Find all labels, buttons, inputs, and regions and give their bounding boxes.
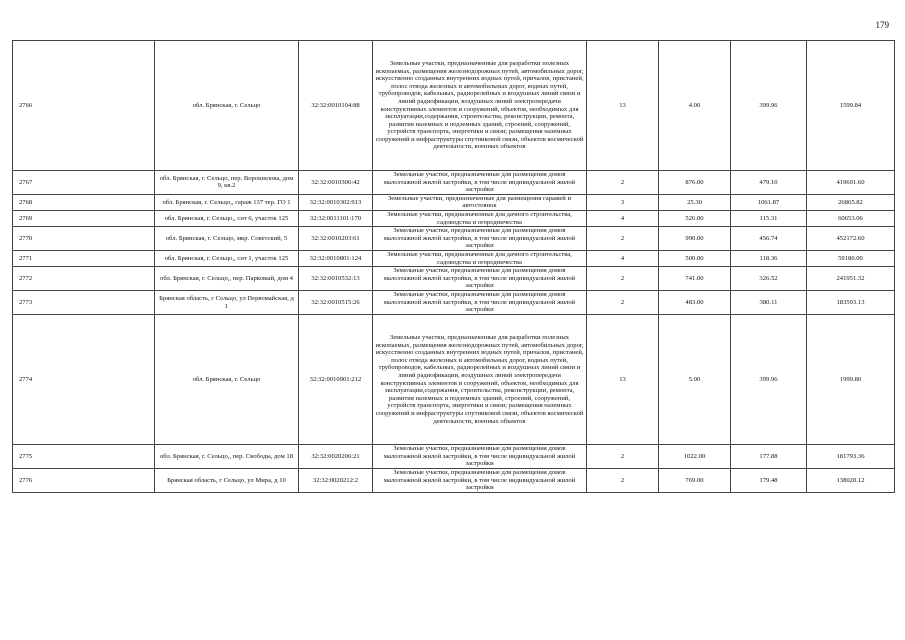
address-cell: обл. Брянская, г. Сельцо,, снт 1, участок 125 [155,250,299,266]
row-number-cell: 2771 [13,250,155,266]
area-cell: 25.30 [659,194,731,210]
address-cell: Брянская область, г Сельцо, ул Первомайская, д 1 [155,291,299,315]
cadastral-number-cell: 32:32:0010532:13 [299,267,373,291]
row-number-cell: 2772 [13,267,155,291]
specific-value-cell: 1061.87 [731,194,807,210]
group-cell: 2 [587,227,659,251]
area-cell: 741.00 [659,267,731,291]
cadastral-number-cell: 32:32:0010302:913 [299,194,373,210]
table-row [13,194,895,210]
table-row [13,227,895,251]
cadastral-number-cell: 32:32:0010901:212 [299,315,373,445]
address-cell: обл. Брянская, г. Сельцо,, пер. Свободы, дом 18 [155,445,299,469]
row-number-cell: 2773 [13,291,155,315]
cadastral-value-cell: 452172.60 [807,227,895,251]
purpose-cell: Земельные участки, предназначенные для разработки полезных ископаемых, размещения железнодорожных путей, автомобильных дорог, искусственно созданных внутренних водных путей, причалов, пристаней, полос отвода железных и автомобильных дорог, водных путей, трубопроводов, кабельных, радиорелейных и воздушных линий связи и линий радиофикации, воздушных линий электропередачи конструктивных элементов и сооружений, объектов, необходимых для эксплуатации,содержания, строительства, реконструкции, ремонта, развития наземных и подземных зданий, строений, сооружений, устройств транспорта, энергетики и связи; размещения наземных сооружений и инфраструктуры спутниковой связи, объектов космической деятельности, военных объектов [373,41,587,171]
address-cell: обл. Брянская, г. Сельцо,, снт 6, участок 125 [155,210,299,226]
area-cell: 526.00 [659,210,731,226]
cadastral-number-cell: 32:32:0010801:124 [299,250,373,266]
area-cell: 990.00 [659,227,731,251]
purpose-cell: Земельные участки, предназначенные для дачного строительства, садоводства и огородничества [373,210,587,226]
row-number-cell: 2769 [13,210,155,226]
row-number-cell: 2768 [13,194,155,210]
table-row [13,315,895,445]
purpose-cell: Земельные участки, предназначенные для размещения домов малоэтажной жилой застройки, в том числе индивидуальной жилой застройки [373,291,587,315]
specific-value-cell: 479.10 [731,171,807,195]
group-cell: 3 [587,194,659,210]
area-cell: 769.00 [659,469,731,493]
address-cell: Брянская область, г Сельцо, ул Мира, д 10 [155,469,299,493]
purpose-cell: Земельные участки, предназначенные для размещения домов малоэтажной жилой застройки, в том числе индивидуальной жилой застройки [373,171,587,195]
table-row [13,210,895,226]
purpose-cell: Земельные участки, предназначенные для размещения домов малоэтажной жилой застройки, в том числе индивидуальной жилой застройки [373,267,587,291]
address-cell: обл. Брянская, г. Сельцо [155,41,299,171]
purpose-cell: Земельные участки, предназначенные для дачного строительства, садоводства и огородничества [373,250,587,266]
group-cell: 13 [587,41,659,171]
cadastral-value-cell: 181793.36 [807,445,895,469]
table-row [13,171,895,195]
table-row [13,41,895,171]
address-cell: обл. Брянская, г. Сельцо [155,315,299,445]
table-row [13,445,895,469]
group-cell: 2 [587,445,659,469]
row-number-cell: 2767 [13,171,155,195]
cadastral-number-cell: 32:32:0020206:21 [299,445,373,469]
row-number-cell: 2770 [13,227,155,251]
specific-value-cell: 177.88 [731,445,807,469]
purpose-cell: Земельные участки, предназначенные для размещения гаражей и автостоянок [373,194,587,210]
cadastral-value-cell: 241951.32 [807,267,895,291]
table-row [13,291,895,315]
cadastral-number-cell: 32:32:0011101:170 [299,210,373,226]
area-cell: 500.00 [659,250,731,266]
land-registry-table [12,40,895,493]
specific-value-cell: 380.11 [731,291,807,315]
specific-value-cell: 115.31 [731,210,807,226]
purpose-cell: Земельные участки, предназначенные для размещения домов малоэтажной жилой застройки, в том числе индивидуальной жилой застройки [373,227,587,251]
area-cell: 5.00 [659,315,731,445]
specific-value-cell: 456.74 [731,227,807,251]
cadastral-value-cell: 59180.00 [807,250,895,266]
specific-value-cell: 179.48 [731,469,807,493]
area-cell: 483.00 [659,291,731,315]
cadastral-value-cell: 1999.80 [807,315,895,445]
row-number-cell: 2775 [13,445,155,469]
cadastral-number-cell: 32:32:0010203:61 [299,227,373,251]
address-cell: обл. Брянская, г. Сельцо, мкр. Советский, 5 [155,227,299,251]
area-cell: 1022.00 [659,445,731,469]
cadastral-value-cell: 60653.06 [807,210,895,226]
cadastral-number-cell: 32:32:0010104:88 [299,41,373,171]
table-row [13,469,895,493]
purpose-cell: Земельные участки, предназначенные для размещения домов малоэтажной жилой застройки, в том числе индивидуальной жилой застройки [373,469,587,493]
group-cell: 2 [587,291,659,315]
specific-value-cell: 326.52 [731,267,807,291]
cadastral-value-cell: 26865.82 [807,194,895,210]
group-cell: 2 [587,267,659,291]
row-number-cell: 2774 [13,315,155,445]
group-cell: 2 [587,171,659,195]
row-number-cell: 2776 [13,469,155,493]
cadastral-number-cell: 32:32:0020212:2 [299,469,373,493]
address-cell: обл. Брянская, г. Сельцо,, пер. Парковый, дом 4 [155,267,299,291]
address-cell: обл. Брянская, г. Сельцо,, гараж 137 тер. ГО 1 [155,194,299,210]
specific-value-cell: 399.96 [731,41,807,171]
specific-value-cell: 399.96 [731,315,807,445]
area-cell: 4.00 [659,41,731,171]
cadastral-value-cell: 419691.60 [807,171,895,195]
page-number: 179 [875,20,889,30]
cadastral-number-cell: 32:32:0010306:42 [299,171,373,195]
purpose-cell: Земельные участки, предназначенные для разработки полезных ископаемых, размещения железнодорожных путей, автомобильных дорог, искусственно созданных внутренних водных путей, причалов, пристаней, полос отвода железных и автомобильных дорог, водных путей, трубопроводов, кабельных, радиорелейных и воздушных линий связи и линий радиофикации, воздушных линий электропередачи конструктивных элементов и сооружений, объектов, необходимых для эксплуатации,содержания, строительства, реконструкции, ремонта, развития наземных и подземных зданий, строений, сооружений, устройств транспорта, энергетики и связи; размещения наземных сооружений и инфраструктуры спутниковой связи, объектов космической деятельности, военных объектов [373,315,587,445]
purpose-cell: Земельные участки, предназначенные для размещения домов малоэтажной жилой застройки, в том числе индивидуальной жилой застройки [373,445,587,469]
specific-value-cell: 118.36 [731,250,807,266]
group-cell: 4 [587,210,659,226]
group-cell: 4 [587,250,659,266]
group-cell: 13 [587,315,659,445]
cadastral-number-cell: 32:32:0010515:26 [299,291,373,315]
address-cell: обл. Брянская, г. Сельцо, пер. Ворошилова, дом 9, кв.2 [155,171,299,195]
table-body [13,41,895,493]
table-row [13,250,895,266]
cadastral-value-cell: 138020.12 [807,469,895,493]
table-row [13,267,895,291]
cadastral-value-cell: 183593.13 [807,291,895,315]
row-number-cell: 2766 [13,41,155,171]
group-cell: 2 [587,469,659,493]
cadastral-value-cell: 1599.84 [807,41,895,171]
area-cell: 876.00 [659,171,731,195]
